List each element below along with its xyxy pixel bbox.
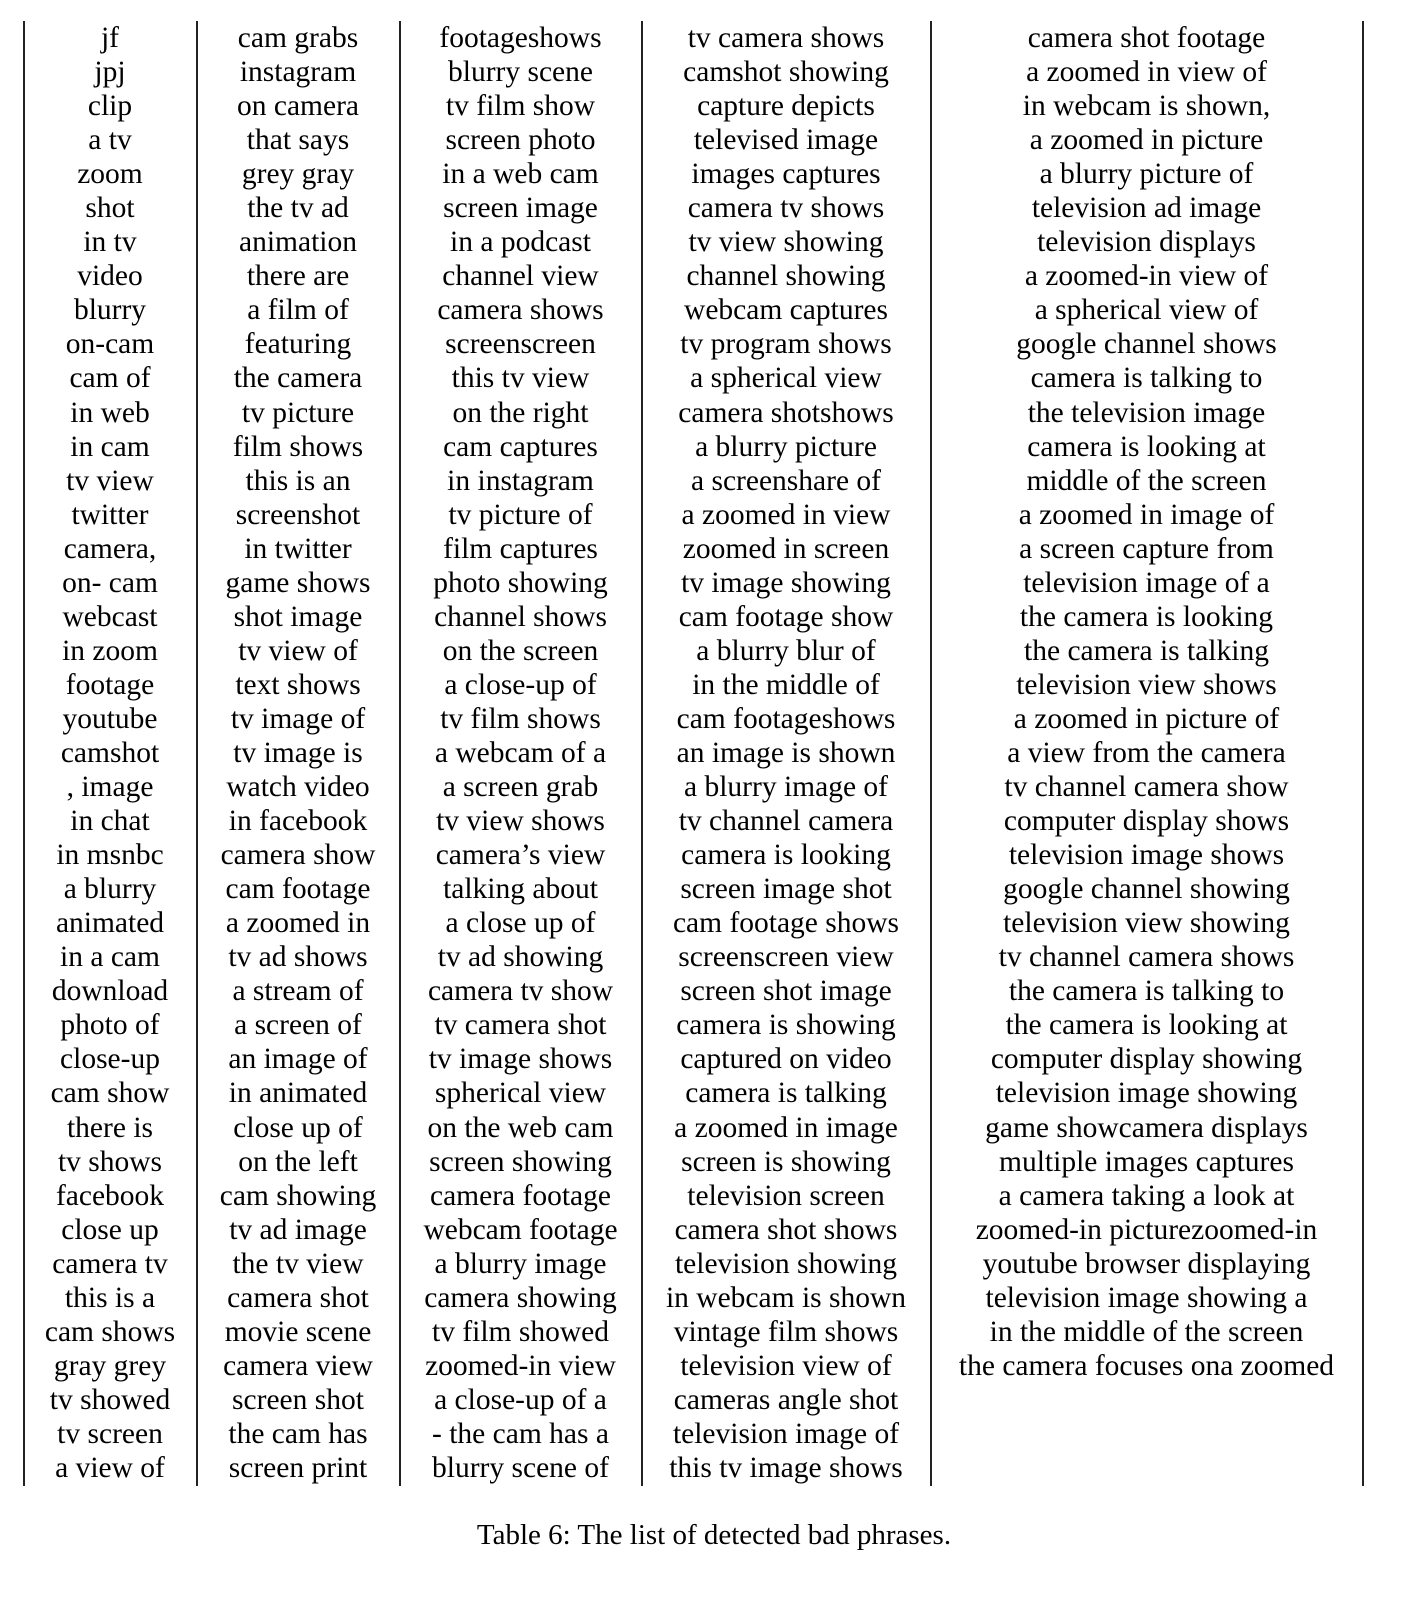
table-cell: camera footage xyxy=(430,1179,611,1212)
table-cell: spherical view xyxy=(434,1077,607,1110)
table-cell: in animated xyxy=(228,1077,368,1110)
table-cell: tv camera shot xyxy=(434,1009,607,1042)
table-cell: the camera is talking xyxy=(1024,634,1269,667)
table-cell: zoomed-in view xyxy=(425,1349,616,1382)
table-cell: camera tv shows xyxy=(687,192,885,225)
table-cell: download xyxy=(51,975,169,1008)
table-cell: a film of xyxy=(247,294,349,327)
table-cell: tv ad image xyxy=(229,1213,367,1246)
table-cell: camera is looking at xyxy=(1027,430,1266,463)
table-cell: camera’s view xyxy=(435,839,606,872)
table-cell: television image showing a xyxy=(985,1281,1308,1314)
table-caption: Table 6: The list of detected bad phrases. xyxy=(476,1519,952,1551)
table-cell: computer display showing xyxy=(990,1043,1303,1076)
table-cell: in chat xyxy=(70,805,150,838)
table-cell: tv view of xyxy=(238,634,358,667)
table-cell: camera shows xyxy=(437,294,604,327)
table-cell: in twitter xyxy=(244,532,352,565)
table-cell: webcam captures xyxy=(684,294,888,327)
table-cell: this is an xyxy=(245,464,351,497)
table-cell: camera shot footage xyxy=(1027,22,1266,54)
table-cell: screen is showing xyxy=(681,1145,891,1178)
table-cell: in the middle of xyxy=(692,668,880,701)
table-cell: webcam footage xyxy=(423,1213,618,1246)
table-cell: watch video xyxy=(226,771,370,804)
table-cell: facebook xyxy=(55,1179,165,1212)
table-cell: a blurry blur of xyxy=(696,634,876,667)
table-cell: this tv image shows xyxy=(669,1451,903,1484)
table-cell: a camera taking a look at xyxy=(998,1179,1295,1212)
table-cell: screen showing xyxy=(429,1145,612,1178)
table-cell: close-up xyxy=(60,1043,160,1076)
table-cell: cam grabs xyxy=(237,22,359,54)
table-cell: a zoomed-in view of xyxy=(1024,260,1269,293)
table-cell: blurry scene xyxy=(448,56,593,89)
table-cell: in facebook xyxy=(228,805,368,838)
table-cell: camshot xyxy=(60,736,160,769)
table-cell: zoomed-in picturezoomed-in xyxy=(975,1213,1318,1246)
table-cell: camera showing xyxy=(424,1281,617,1314)
table-cell: a blurry xyxy=(63,873,157,906)
table-cell: tv picture xyxy=(241,396,355,429)
table-cell: there are xyxy=(246,260,350,293)
table-cell: in webcam is shown xyxy=(665,1281,907,1314)
table-cell: game showcamera displays xyxy=(985,1111,1308,1144)
table-cell: in cam xyxy=(70,430,150,463)
table-cell: camera is looking xyxy=(681,839,891,872)
table-cell: cam captures xyxy=(443,430,598,463)
table-cell: tv image shows xyxy=(428,1043,613,1076)
table-cell: screen image shot xyxy=(680,873,892,906)
table-cell: vintage film shows xyxy=(673,1315,899,1348)
table-cell: blurry scene of xyxy=(432,1451,609,1484)
table-cell: shot xyxy=(85,192,135,225)
table-cell: a stream of xyxy=(232,975,364,1008)
table-cell: a spherical view of xyxy=(1034,294,1259,327)
table-cell: instagram xyxy=(239,56,357,89)
table-cell: a close up of xyxy=(445,907,596,940)
table-cell: jf xyxy=(100,22,120,54)
table-cell: tv shows xyxy=(57,1145,163,1178)
table-cell: cam footage xyxy=(225,873,371,906)
table-cell: cam footage show xyxy=(678,600,894,633)
table-cell: the tv ad xyxy=(247,192,349,225)
table-cell: television showing xyxy=(674,1247,898,1280)
table-cell: animation xyxy=(239,226,357,259)
table-cell: screen print xyxy=(228,1451,368,1484)
table-cell: in msnbc xyxy=(56,839,164,872)
table-cell: middle of the screen xyxy=(1026,464,1267,497)
table-cell: channel view xyxy=(442,260,599,293)
table-cell: a zoomed in image xyxy=(674,1111,898,1144)
table-cell: in zoom xyxy=(62,634,158,667)
table-cell: the television image xyxy=(1027,396,1266,429)
table-cell: multiple images captures xyxy=(999,1145,1294,1178)
table-cell: zoomed in screen xyxy=(682,532,890,565)
table-cell: on- cam xyxy=(62,566,158,599)
table-cell: the tv view xyxy=(232,1247,364,1280)
table-cell: channel shows xyxy=(434,600,607,633)
table-cell: television displays xyxy=(1037,226,1256,259)
table-cell: in webcam is shown, xyxy=(1022,90,1271,123)
table-cell: in a web cam xyxy=(442,158,599,191)
table-cell: television ad image xyxy=(1031,192,1262,225)
table-cell: television image of xyxy=(672,1417,900,1450)
table-cell: grey gray xyxy=(241,158,355,191)
table-cell: screen photo xyxy=(445,124,596,157)
table-cell: cameras angle shot xyxy=(673,1383,899,1416)
table-cell: google channel showing xyxy=(1003,873,1290,906)
table-cell: clip xyxy=(87,90,133,123)
table-cell: in instagram xyxy=(447,464,594,497)
table-cell: in the middle of the screen xyxy=(989,1315,1304,1348)
table-cell: tv channel camera show xyxy=(1004,771,1289,804)
table-cell: camera shotshows xyxy=(678,396,894,429)
table-column-4 xyxy=(642,21,930,1486)
table-cell: on the left xyxy=(238,1145,358,1178)
table-cell: screen shot xyxy=(232,1383,364,1416)
table-cell: screenshot xyxy=(235,498,361,531)
table-cell: screenscreen xyxy=(445,328,596,361)
table-cell: tv view showing xyxy=(688,226,884,259)
table-cell: a webcam of a xyxy=(434,736,607,769)
table-cell: zoom xyxy=(77,158,143,191)
table-cell: on the web cam xyxy=(427,1111,614,1144)
table-cell: camera tv xyxy=(52,1247,168,1280)
table-cell: a screenshare of xyxy=(691,464,881,497)
table-cell: a close-up of xyxy=(444,668,597,701)
table-cell: television image showing xyxy=(995,1077,1298,1110)
table-cell: images captures xyxy=(691,158,881,191)
table-cell: tv image showing xyxy=(681,566,891,599)
table-cell: in web xyxy=(70,396,150,429)
table-cell: camera shot xyxy=(227,1281,369,1314)
table-cell: camshot showing xyxy=(683,56,889,89)
table-cell: an image is shown xyxy=(676,736,896,769)
table-cell: a zoomed in view xyxy=(681,498,891,531)
table-cell: televised image xyxy=(693,124,879,157)
table-cell: talking about xyxy=(443,873,598,906)
table-cell: this tv view xyxy=(451,362,590,395)
table-cell: the camera is looking xyxy=(1019,600,1274,633)
table-cell: tv channel camera shows xyxy=(998,941,1295,974)
table-cell: cam shows xyxy=(44,1315,176,1348)
table-cell: the camera xyxy=(233,362,363,395)
table-column-5 xyxy=(931,21,1362,1486)
table-cell: tv camera shows xyxy=(687,22,885,54)
table-cell: tv image is xyxy=(233,736,363,769)
table-cell: webcast xyxy=(62,600,158,633)
table-cell: cam footage shows xyxy=(672,907,900,940)
table-cell: featuring xyxy=(244,328,352,361)
table-cell: photo showing xyxy=(433,566,608,599)
table-cell: a screen capture from xyxy=(1019,532,1274,565)
table-cell: a screen of xyxy=(234,1009,362,1042)
table-cell: photo of xyxy=(60,1009,160,1042)
table-cell: an image of xyxy=(228,1043,368,1076)
table-cell: a tv xyxy=(88,124,132,157)
table-cell: this is a xyxy=(64,1281,156,1314)
table-cell: close up xyxy=(61,1213,159,1246)
table-cell: the cam has xyxy=(228,1417,368,1450)
table-cell: youtube xyxy=(62,702,158,735)
table-cell: camera is talking to xyxy=(1030,362,1263,395)
column-divider xyxy=(1362,21,1364,1486)
table-cell: tv ad showing xyxy=(437,941,604,974)
table-cell: television image shows xyxy=(1008,839,1285,872)
table-cell: youtube browser displaying xyxy=(982,1247,1311,1280)
table-cell: screen shot image xyxy=(680,975,892,1008)
table-cell: a spherical view xyxy=(690,362,882,395)
table-cell: there is xyxy=(66,1111,153,1144)
table-cell: a zoomed in image of xyxy=(1018,498,1275,531)
table-cell: blurry xyxy=(73,294,147,327)
table-cell: game shows xyxy=(225,566,371,599)
table-cell: a blurry picture xyxy=(695,430,877,463)
table-cell: in tv xyxy=(83,226,137,259)
table-cell: that says xyxy=(246,124,350,157)
table-cell: google channel shows xyxy=(1016,328,1277,361)
table-cell: a blurry image of xyxy=(684,771,888,804)
table-cell: a blurry picture of xyxy=(1039,158,1254,191)
table-cell: footageshows xyxy=(439,22,602,54)
table-cell: tv showed xyxy=(49,1383,171,1416)
table-cell: a view from the camera xyxy=(1007,736,1286,769)
table-cell: , image xyxy=(66,771,154,804)
table-cell: camera is talking xyxy=(685,1077,887,1110)
table-cell: the camera is looking at xyxy=(1005,1009,1288,1042)
table-cell: on camera xyxy=(236,90,360,123)
table-cell: tv film showed xyxy=(432,1315,609,1348)
table-cell: channel showing xyxy=(686,260,886,293)
table-cell: a blurry image xyxy=(434,1247,607,1280)
table-cell: cam show xyxy=(50,1077,170,1110)
table-cell: in a cam xyxy=(60,941,160,974)
table-cell: tv program shows xyxy=(680,328,892,361)
table-cell: camera tv show xyxy=(427,975,614,1008)
table-cell: television view of xyxy=(680,1349,892,1382)
bad-phrases-table xyxy=(0,21,1428,1486)
table-cell: tv image of xyxy=(230,702,366,735)
table-cell: television screen xyxy=(687,1179,885,1212)
table-cell: - the cam has a xyxy=(432,1417,609,1450)
table-cell: jpj xyxy=(94,56,126,89)
table-cell: a zoomed in xyxy=(225,907,371,940)
table-cell: tv film shows xyxy=(440,702,601,735)
table-cell: television view shows xyxy=(1016,668,1277,701)
table-cell: film captures xyxy=(443,532,598,565)
table-cell: a zoomed in view of xyxy=(1026,56,1267,89)
table-cell: screenscreen view xyxy=(678,941,894,974)
table-cell: camera is showing xyxy=(676,1009,896,1042)
table-cell: camera, xyxy=(63,532,157,565)
table-cell: television image of a xyxy=(1023,566,1270,599)
table-cell: animated xyxy=(55,907,165,940)
table-cell: tv picture of xyxy=(448,498,593,531)
table-cell: footage xyxy=(65,668,155,701)
table-cell: on the right xyxy=(452,396,589,429)
table-cell: video xyxy=(77,260,143,293)
table-cell: tv ad shows xyxy=(228,941,368,974)
table-cell: cam showing xyxy=(219,1179,377,1212)
table-cell: on the screen xyxy=(442,634,599,667)
table-cell: captured on video xyxy=(680,1043,892,1076)
table-cell: in a podcast xyxy=(450,226,591,259)
table-column-2 xyxy=(197,21,399,1486)
table-cell: capture depicts xyxy=(697,90,875,123)
table-cell: tv view shows xyxy=(436,805,605,838)
table-cell: twitter xyxy=(71,498,149,531)
table-cell: a screen grab xyxy=(442,771,599,804)
table-cell: computer display shows xyxy=(1003,805,1290,838)
table-cell: tv channel camera xyxy=(678,805,894,838)
table-cell: a zoomed in picture xyxy=(1029,124,1264,157)
table-cell: television view showing xyxy=(1003,907,1290,940)
table-cell: gray grey xyxy=(53,1349,167,1382)
table-column-1 xyxy=(24,21,196,1486)
table-cell: shot image xyxy=(233,600,363,633)
table-cell: a view of xyxy=(55,1451,165,1484)
table-cell: the camera focuses ona zoomed xyxy=(958,1349,1335,1382)
table-cell: cam footageshows xyxy=(676,702,896,735)
table-cell: tv film show xyxy=(445,90,596,123)
table-cell: camera view xyxy=(223,1349,373,1382)
table-cell: a zoomed in picture of xyxy=(1013,702,1280,735)
table-cell: screen image xyxy=(443,192,598,225)
table-cell: on-cam xyxy=(65,328,155,361)
table-cell: movie scene xyxy=(224,1315,372,1348)
table-cell: text shows xyxy=(235,668,361,701)
table-cell: the camera is talking to xyxy=(1008,975,1285,1008)
table-cell: tv screen xyxy=(57,1417,163,1450)
table-cell: camera show xyxy=(220,839,376,872)
table-column-3 xyxy=(400,21,641,1486)
table-cell: close up of xyxy=(233,1111,363,1144)
table-cell: cam of xyxy=(69,362,151,395)
table-cell: a close-up of a xyxy=(434,1383,607,1416)
table-cell: film shows xyxy=(232,430,364,463)
table-cell: tv view xyxy=(66,464,154,497)
table-cell: camera shot shows xyxy=(674,1213,898,1246)
